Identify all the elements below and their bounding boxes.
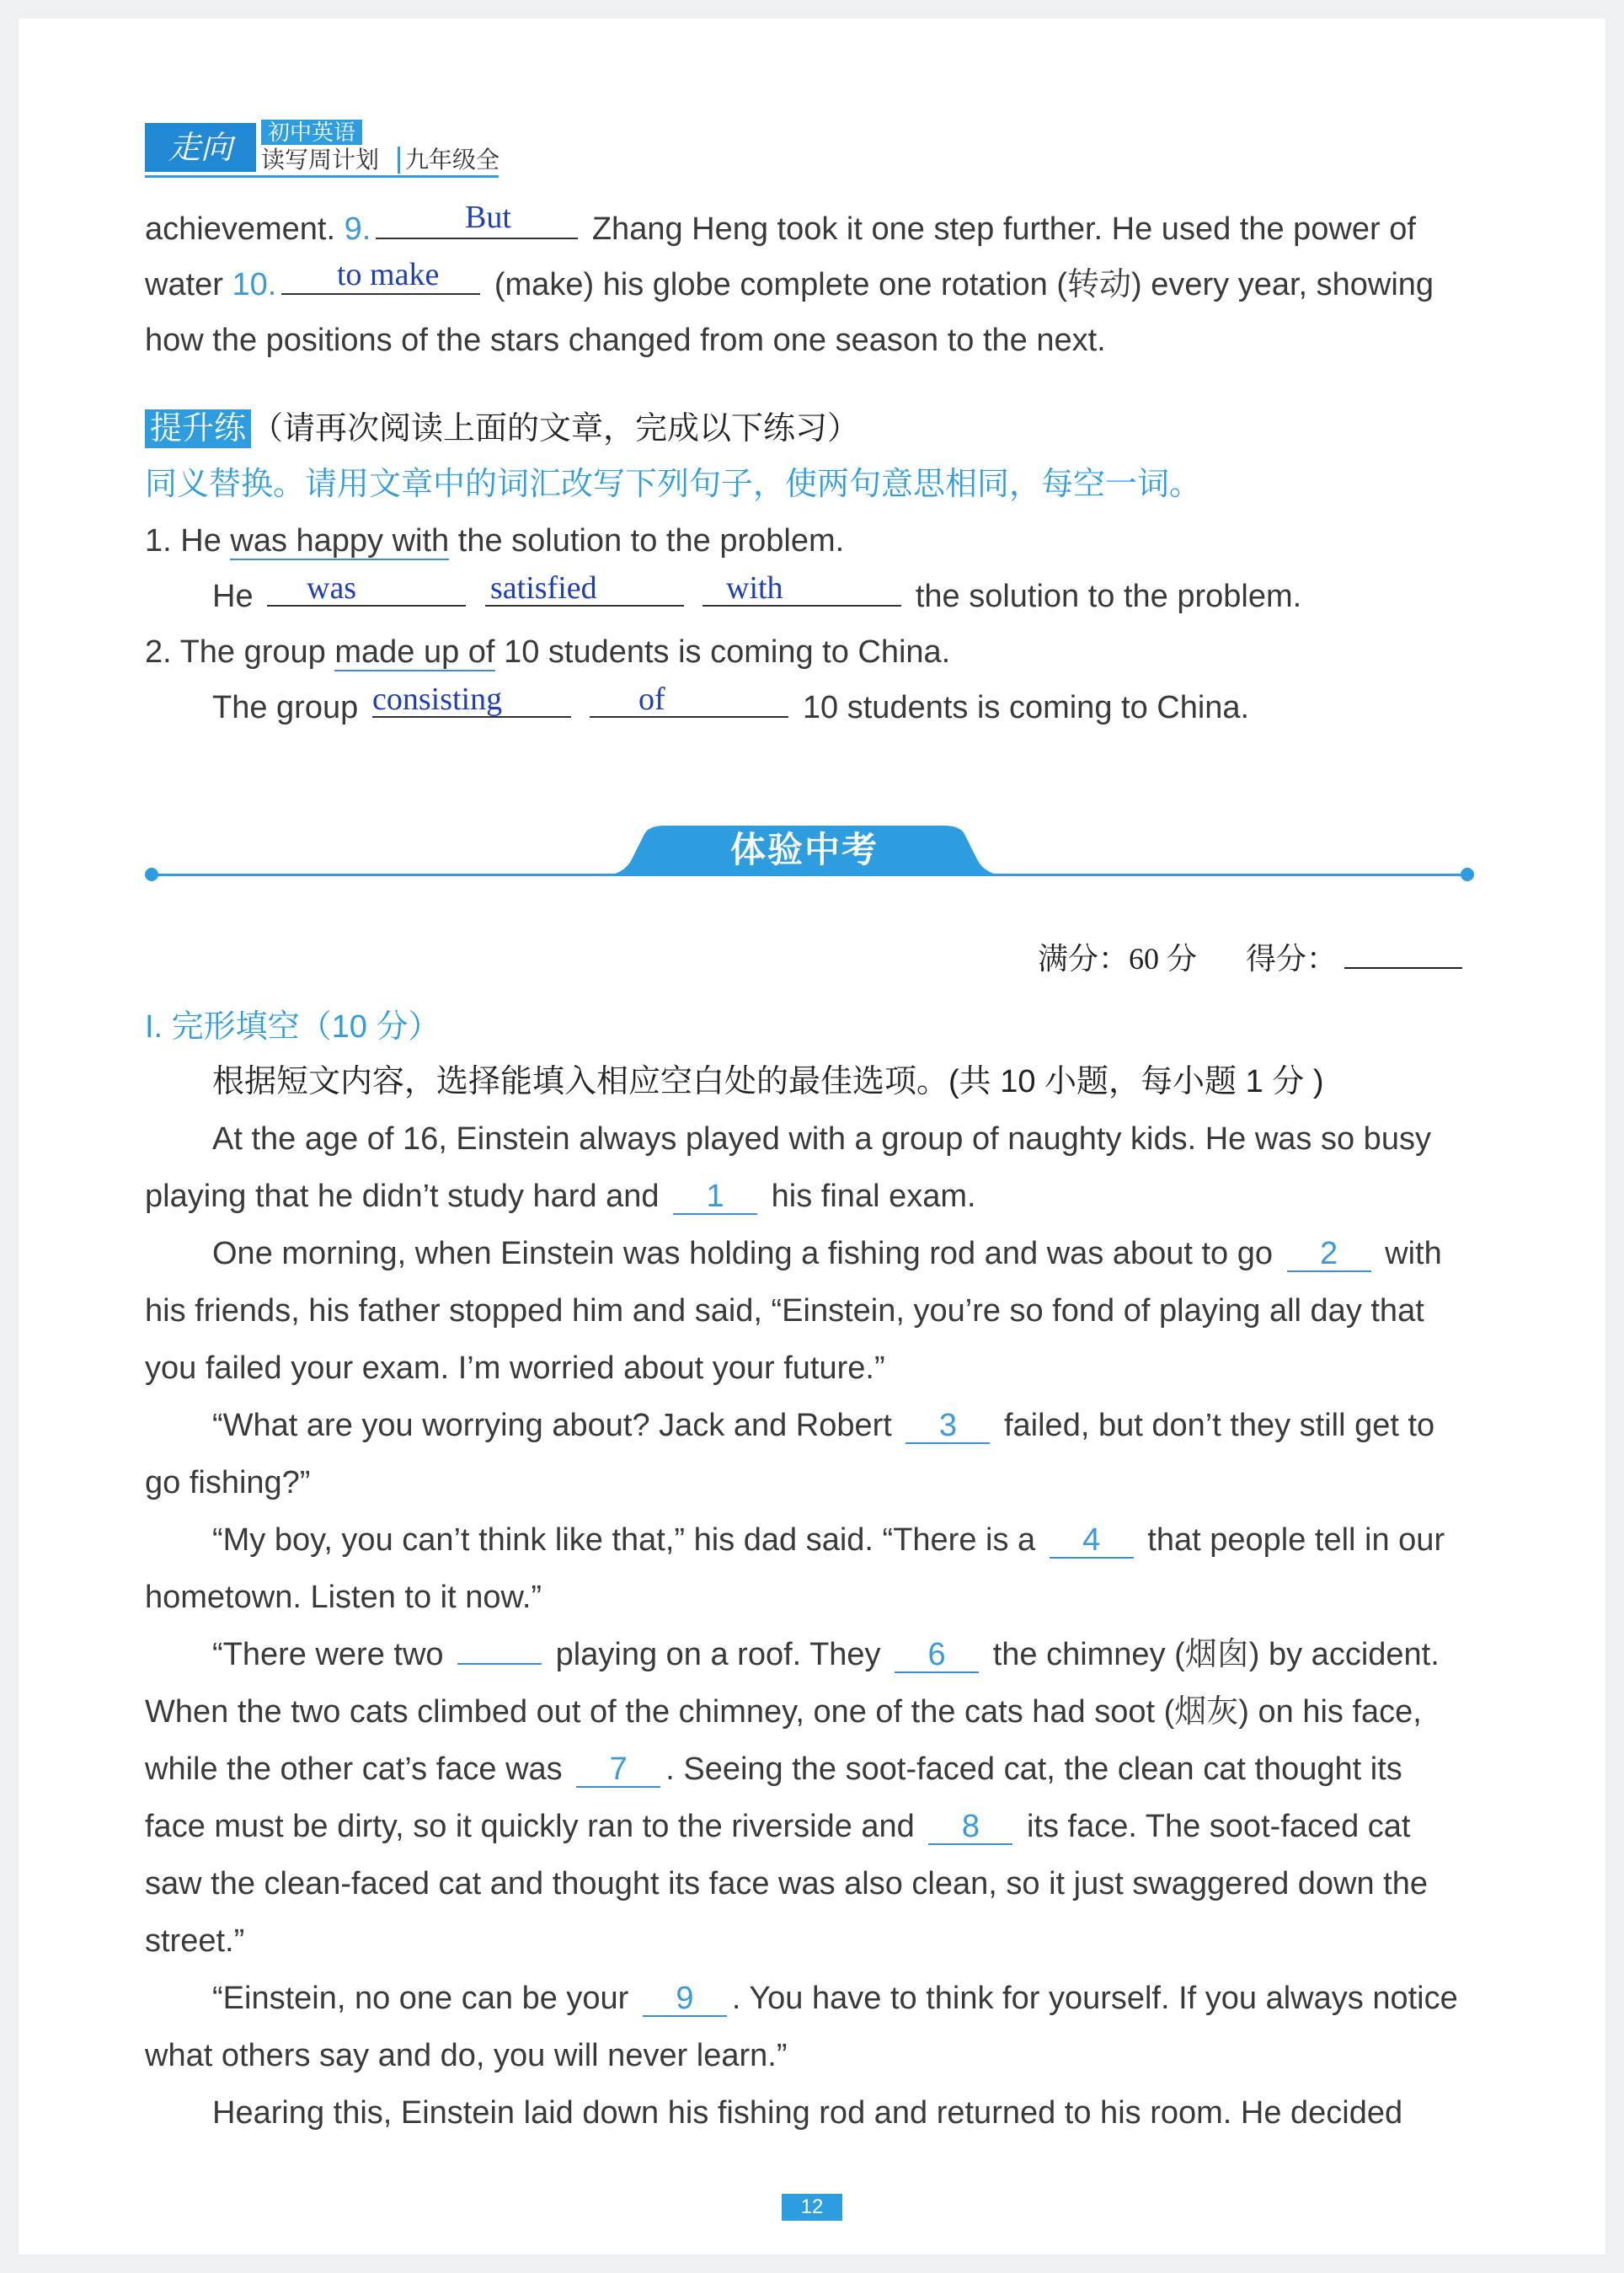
banner-dot-left: [145, 868, 158, 881]
exam-banner: [145, 826, 1476, 885]
grade-label: 九年级全: [398, 147, 499, 174]
passage-line-3: how the positions of the stars changed from one season to the next.: [145, 323, 1106, 358]
q1-answer-1: was: [307, 570, 357, 606]
blank-number-10: 10.: [232, 267, 277, 302]
series-top: 初中英语: [261, 120, 362, 145]
cloze-blank-6: 6: [895, 1638, 979, 1673]
p5-line-3: while the other cat’s face was 7 . Seeing the soot-faced cat, the clean cat thought its: [145, 1752, 1402, 1787]
p4-line-1: “My boy, you can’t think like that,” his dad said. “There is a 4 that people tell in our: [212, 1522, 1445, 1558]
score-line: [1038, 940, 1462, 977]
banner-title: 体验中考: [729, 830, 879, 869]
q1-answer-3: with: [726, 570, 783, 606]
p7-line-1: Hearing this, Einstein laid down his fishing rod and returned to his room. He decided: [212, 2095, 1403, 2131]
full-score: 满分：60 分: [1038, 942, 1198, 976]
p2-line-1: One morning, when Einstein was holding a fishing rod and was about to go 2 with: [212, 1236, 1442, 1271]
question-2: 2. The group made up of 10 students is coming to China.: [145, 634, 951, 670]
cloze-blank-3: 3: [905, 1409, 990, 1444]
banner-dot-right: [1461, 868, 1474, 881]
series-bottom: 读写周计划: [261, 147, 380, 173]
practice-header: [145, 409, 859, 448]
cloze-blank-9: 9: [643, 1982, 727, 2017]
passage-line-2: water 10. (make) his globe complete one rotation (转动) every year, showing: [145, 267, 1434, 302]
q1-blank-1: [267, 605, 466, 607]
handwritten-answer-9: But: [465, 200, 511, 235]
cloze-blank-4: 4: [1050, 1523, 1134, 1559]
cloze-blank-5: [457, 1663, 542, 1665]
page-number: 12: [782, 2194, 842, 2221]
passage-line-1: achievement. 9. Zhang Heng took it one step further. He used the power of: [145, 211, 1416, 247]
p6-line-1: “Einstein, no one can be your 9 . You have to think for yourself. If you always notice: [212, 1981, 1458, 2016]
header-underline: [145, 175, 499, 178]
answer-blank-9: [376, 238, 578, 239]
p5-line-1: “There were two playing on a roof. They 6 the chimney (烟囱) by accident.: [212, 1637, 1440, 1672]
q1-answer-2: satisfied: [490, 570, 597, 606]
practice-note: （请再次阅读上面的文章，完成以下练习）: [251, 411, 860, 447]
p2-line-2: his friends, his father stopped him and said, “Einstein, you’re so fond of playing all day that: [145, 1293, 1424, 1329]
p6-line-2: what others say and do, you will never learn.”: [145, 2038, 788, 2073]
practice-instruction: 同义替换。请用文章中的词汇改写下列句子，使两句意思相同，每空一词。: [145, 467, 1202, 502]
p3-line-2: go fishing?”: [145, 1465, 311, 1500]
practice-badge: 提升练: [145, 409, 251, 448]
q1-underlined-phrase: was happy with: [230, 523, 450, 559]
cloze-blank-1: 1: [673, 1179, 757, 1215]
q2-blank-2: [590, 716, 788, 718]
score-label: 得分：: [1246, 942, 1338, 976]
question-1: 1. He was happy with the solution to the problem.: [145, 523, 845, 559]
score-blank: [1344, 967, 1462, 969]
q2-underlined-phrase: made up of: [334, 634, 495, 670]
p1-line-1: At the age of 16, Einstein always played with a group of naughty kids. He was so busy: [212, 1121, 1431, 1157]
blank-number-9: 9.: [344, 211, 371, 247]
q2-answer-2: of: [638, 682, 665, 717]
p3-line-1: “What are you worrying about? Jack and Robert 3 failed, but don’t they still get to: [212, 1408, 1435, 1443]
q2-answer-1: consisting: [372, 682, 503, 717]
handwritten-answer-10: to make: [337, 257, 440, 292]
header-logo: [145, 120, 507, 175]
p5-line-4: face must be dirty, so it quickly ran to the riverside and 8 its face. The soot-faced cat: [145, 1809, 1411, 1844]
p4-line-2: hometown. Listen to it now.”: [145, 1580, 542, 1615]
logo-mark: 走向: [145, 123, 256, 172]
p2-line-3: you failed your exam. I’m worried about your future.”: [145, 1350, 885, 1386]
question-1-rewrite: He the solution to the problem.: [212, 579, 1302, 614]
section-1-title: I. 完形填空（10 分）: [145, 1009, 441, 1045]
section-1-instruction: 根据短文内容，选择能填入相应空白处的最佳选项。(共 10 小题，每小题 1 分 ): [212, 1064, 1324, 1099]
answer-blank-10: [281, 293, 480, 295]
cloze-blank-8: 8: [928, 1810, 1012, 1845]
cloze-blank-2: 2: [1287, 1237, 1371, 1272]
p5-line-2: When the two cats climbed out of the chimney, one of the cats had soot (烟灰) on his face,: [145, 1694, 1422, 1730]
question-2-rewrite: The group 10 students is coming to China.: [212, 690, 1250, 725]
p1-line-2: playing that he didn’t study hard and 1 his final exam.: [145, 1179, 976, 1214]
p5-line-5: saw the clean-faced cat and thought its face was also clean, so it just swaggered down the: [145, 1866, 1429, 1901]
cloze-blank-7: 7: [576, 1752, 660, 1788]
p5-line-6: street.”: [145, 1923, 245, 1959]
